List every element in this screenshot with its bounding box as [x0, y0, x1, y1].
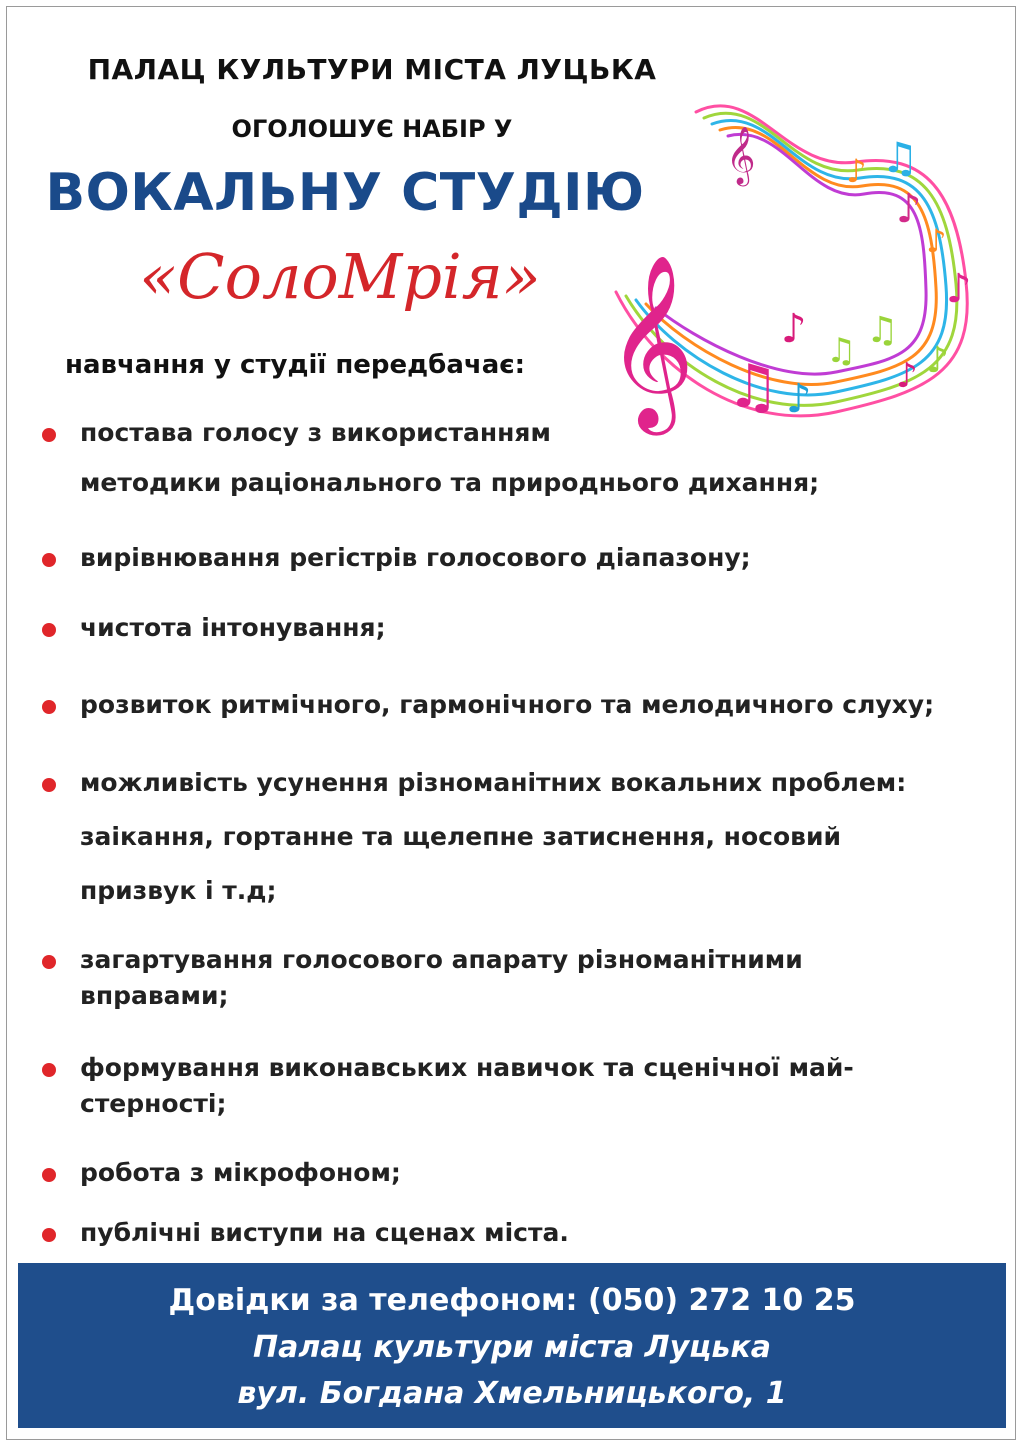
svg-text:♪: ♪: [926, 340, 949, 381]
svg-text:𝄞: 𝄞: [606, 254, 695, 428]
list-item-text: робота з мікрофоном;: [80, 1158, 401, 1187]
svg-text:♫: ♫: [866, 310, 899, 351]
list-item-text: розвиток ритмічного, гармонічного та мелодичного слуху;: [80, 690, 935, 719]
svg-text:𝄞: 𝄞: [726, 126, 756, 184]
announcement-text: ОГОЛОШУЄ НАБІР У: [231, 115, 513, 143]
svg-text:♪: ♪: [786, 376, 812, 422]
venue-name: Палац культури міста Луцька: [253, 1330, 771, 1365]
venue-address: вул. Богдана Хмельницького, 1: [237, 1376, 787, 1411]
svg-text:♫: ♫: [881, 133, 919, 182]
bullet-icon: [42, 553, 56, 567]
list-item-text: вирівнювання регістрів голосового діапазону;: [80, 543, 751, 572]
svg-text:♫: ♫: [826, 331, 857, 371]
bullet-icon: [42, 623, 56, 637]
bullet-icon: [42, 700, 56, 714]
list-item-text: формування виконавських навичок та сценічної май-: [80, 1053, 854, 1082]
list-item-text: методики раціонального та природнього дихання;: [80, 468, 820, 497]
list-item-text: постава голосу з використанням: [80, 418, 551, 447]
list-item-text: публічні виступи на сценах міста.: [80, 1218, 569, 1247]
svg-text:♪: ♪: [946, 266, 972, 312]
svg-text:♪: ♪: [846, 152, 867, 190]
bullet-icon: [42, 1228, 56, 1242]
bullet-icon: [42, 1063, 56, 1077]
list-item-text: призвук і т.д;: [80, 876, 277, 905]
studio-title: ВОКАЛЬНУ СТУДІЮ: [45, 163, 645, 223]
list-item-text: заікання, гортанне та щелепне затиснення, носовий: [80, 822, 841, 851]
list-item-text: можливість усунення різноманітних вокальних проблем:: [80, 768, 907, 797]
svg-text:♪: ♪: [926, 222, 947, 260]
treble-clef-icon: [726, 126, 756, 187]
list-item-text: загартування голосового апарату різноманітними: [80, 945, 803, 974]
contact-footer: [18, 1263, 1006, 1428]
bullet-icon: [42, 428, 56, 442]
list-item-text: стерності;: [80, 1089, 227, 1118]
list-item-text: чистота інтонування;: [80, 613, 386, 642]
bullet-icon: [42, 955, 56, 969]
bullet-icon: [42, 778, 56, 792]
music-staff-decoration: [596, 92, 996, 452]
studio-name: «СолоМрія»: [139, 240, 541, 313]
svg-text:♫: ♫: [726, 352, 780, 422]
bullet-icon: [42, 1168, 56, 1182]
svg-text:♪: ♪: [781, 306, 807, 352]
treble-clef-icon: [606, 254, 695, 436]
list-item-text: вправами;: [80, 981, 229, 1010]
organization-title: ПАЛАЦ КУЛЬТУРИ МІСТА ЛУЦЬКА: [87, 53, 657, 86]
svg-text:♪: ♪: [896, 186, 922, 232]
contact-phone: Довідки за телефоном: (050) 272 10 25: [168, 1283, 856, 1318]
intro-text: навчання у студії передбачає:: [65, 350, 526, 380]
svg-text:♪: ♪: [896, 356, 918, 396]
